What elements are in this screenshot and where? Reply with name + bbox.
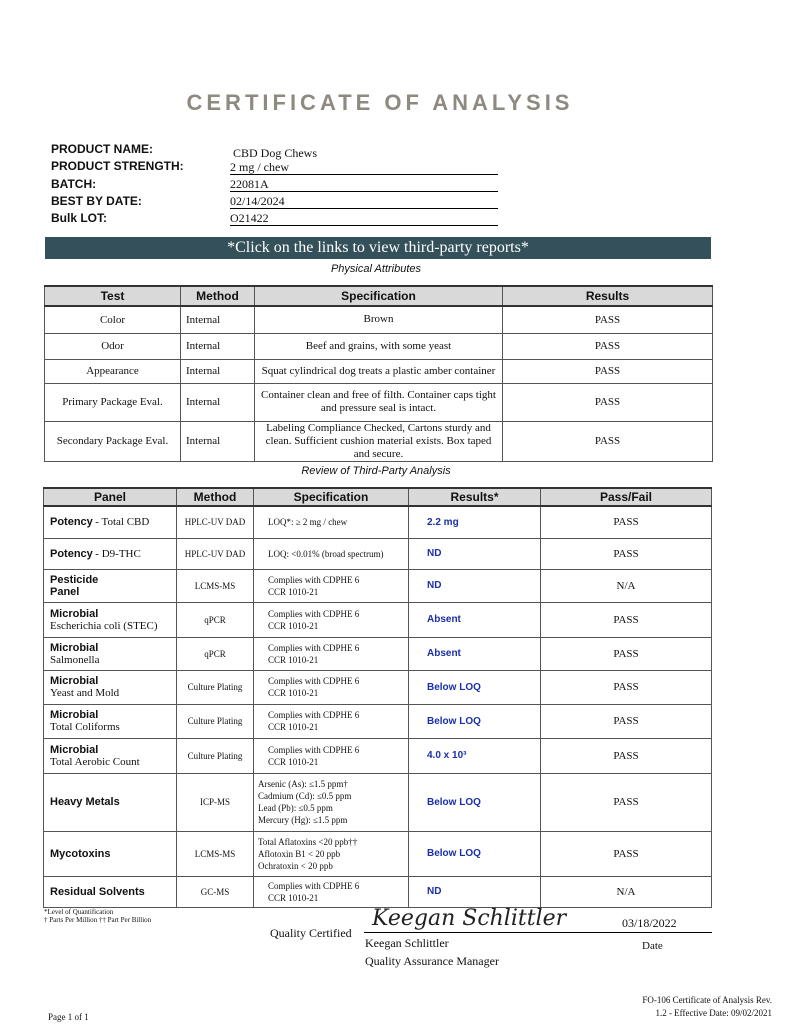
spec-line: Complies with CDPHE 6 — [268, 574, 360, 585]
footnote-loq: *Level of Quantification — [44, 908, 114, 916]
panel-cell — [44, 538, 177, 569]
analysis-row — [44, 704, 712, 738]
pass-fail-cell: N/A — [541, 876, 712, 907]
spec-cell[interactable] — [254, 602, 409, 637]
physical-row — [45, 383, 713, 421]
panel-name: Heavy Metals — [50, 796, 120, 808]
spec-line: Complies with CDPHE 6 — [268, 880, 360, 891]
spec-line: Lead (Pb): ≤0.5 ppm — [258, 803, 333, 813]
panel-name: Microbial — [50, 675, 99, 687]
method-cell: HPLC-UV DAD — [177, 506, 254, 538]
panel-cell — [44, 738, 177, 773]
spec-line: LOQ: <0.01% (broad spectrum) — [268, 548, 384, 559]
test-result: PASS — [503, 383, 713, 421]
spec-line: LOQ*: ≥ 2 mg / chew — [268, 517, 348, 528]
panel-subtype: - Total CBD — [95, 516, 150, 529]
test-method: Internal — [181, 359, 255, 383]
product-name-label: PRODUCT NAME: — [51, 142, 153, 156]
pass-fail-cell: PASS — [541, 670, 712, 704]
physical-row — [45, 333, 713, 359]
spec-cell[interactable] — [254, 738, 409, 773]
analysis-row — [44, 773, 712, 831]
spec-line: CCR 1010-21 — [268, 620, 319, 631]
result-link[interactable]: ND — [409, 569, 541, 602]
thirdparty-table — [43, 487, 712, 908]
method-cell: LCMS-MS — [177, 569, 254, 602]
date-label: Date — [642, 940, 663, 952]
result-link[interactable]: Below LOQ — [409, 831, 541, 876]
signoff-date: 03/18/2022 — [622, 916, 677, 930]
spec-cell[interactable] — [254, 831, 409, 876]
col-pass-fail: Pass/Fail — [541, 488, 712, 506]
product-strength-value: 2 mg / chew — [230, 160, 498, 175]
panel-cell — [44, 602, 177, 637]
thirdparty-caption: Review of Third-Party Analysis — [301, 465, 451, 477]
analysis-row — [44, 831, 712, 876]
method-cell: LCMS-MS — [177, 831, 254, 876]
spec-cell[interactable] — [254, 773, 409, 831]
spec-line: Complies with CDPHE 6 — [268, 676, 360, 686]
method-cell: Culture Plating — [177, 670, 254, 704]
physical-table — [44, 285, 713, 462]
spec-line: CCR 1010-21 — [268, 756, 319, 767]
spec-line: CCR 1010-21 — [268, 586, 319, 597]
panel-subtype: Total Coliforms — [50, 721, 120, 733]
col-results: Results* — [409, 488, 541, 506]
best-by-label: BEST BY DATE: — [51, 194, 142, 208]
test-result: PASS — [503, 306, 713, 333]
result-link[interactable]: Absent — [409, 637, 541, 670]
pass-fail-cell: N/A — [541, 569, 712, 602]
spec-line: CCR 1010-21 — [268, 892, 319, 903]
spec-cell[interactable] — [254, 569, 409, 602]
test-name: Color — [45, 306, 181, 333]
footnote-ppm: † Parts Per Million †† Part Per Billion — [44, 916, 152, 924]
physical-row — [45, 359, 713, 383]
pass-fail-cell: PASS — [541, 773, 712, 831]
product-name-value: CBD Dog Chews — [233, 146, 318, 160]
col-specification: Specification — [255, 286, 503, 306]
panel-cell — [44, 704, 177, 738]
spec-cell[interactable] — [254, 876, 409, 907]
spec-line: CCR 1010-21 — [268, 688, 319, 698]
analysis-row — [44, 637, 712, 670]
quality-certified-label: Quality Certified — [270, 926, 352, 940]
spec-line: CCR 1010-21 — [268, 722, 319, 732]
test-method: Internal — [181, 421, 255, 461]
physical-row — [45, 306, 713, 333]
signer-name: Keegan Schlittler — [365, 936, 449, 950]
panel-cell — [44, 876, 177, 907]
test-spec: Beef and grains, with some yeast — [255, 333, 503, 359]
test-name: Primary Package Eval. — [45, 383, 181, 421]
result-link[interactable]: 4.0 x 10³ — [409, 738, 541, 773]
batch-value: 22081A — [230, 177, 498, 192]
spec-line: Complies with CDPHE 6 — [268, 608, 360, 619]
analysis-row — [44, 506, 712, 538]
spec-cell[interactable] — [254, 670, 409, 704]
result-link[interactable]: Absent — [409, 602, 541, 637]
spec-line: Complies with CDPHE 6 — [268, 642, 360, 653]
test-name: Appearance — [45, 359, 181, 383]
spec-line: Total Aflatoxins <20 ppb†† — [258, 836, 358, 847]
form-revision-line2: 1.2 - Effective Date: 09/02/2021 — [655, 1008, 772, 1018]
analysis-row — [44, 738, 712, 773]
pass-fail-cell: PASS — [541, 506, 712, 538]
panel-subtype: Salmonella — [50, 653, 100, 666]
method-cell: Culture Plating — [177, 738, 254, 773]
analysis-row — [44, 538, 712, 569]
test-result: PASS — [503, 421, 713, 461]
test-spec: Container clean and free of filth. Container caps tight and pressure seal is intact. — [255, 383, 503, 421]
panel-name: Potency — [50, 516, 93, 529]
panel-name: Pesticide — [50, 573, 99, 586]
page-number: Page 1 of 1 — [48, 1012, 89, 1022]
test-method: Internal — [181, 333, 255, 359]
test-method: Internal — [181, 306, 255, 333]
result-link[interactable]: ND — [409, 538, 541, 569]
spec-line: CCR 1010-21 — [268, 654, 319, 665]
result-link[interactable]: Below LOQ — [409, 773, 541, 831]
panel-cell — [44, 670, 177, 704]
spec-cell[interactable] — [254, 506, 409, 538]
test-spec: Labeling Compliance Checked, Cartons sturdy and clean. Sufficient cushion material exists. Box taped and secure. — [255, 421, 503, 461]
panel-cell — [44, 637, 177, 670]
result-link[interactable]: Below LOQ — [409, 670, 541, 704]
panel-name: Microbial — [50, 607, 99, 620]
pass-fail-cell: PASS — [541, 637, 712, 670]
analysis-row — [44, 602, 712, 637]
col-panel: Panel — [44, 488, 177, 506]
panel-subtype: Yeast and Mold — [50, 687, 120, 699]
panel-cell — [44, 831, 177, 876]
panel-name: Potency — [50, 547, 93, 560]
spec-cell[interactable] — [254, 538, 409, 569]
third-party-links-banner[interactable]: *Click on the links to view third-party reports* — [45, 237, 711, 259]
spec-line: Mercury (Hg): ≤1.5 ppm — [258, 815, 348, 825]
panel-name: Mycotoxins — [50, 847, 111, 860]
best-by-value: 02/14/2024 — [230, 194, 498, 209]
result-link[interactable]: ND — [409, 876, 541, 907]
physical-row — [45, 421, 713, 461]
spec-line: Cadmium (Cd): ≤0.5 ppm — [258, 791, 352, 801]
panel-subtype: - D9-THC — [95, 547, 141, 560]
test-name: Secondary Package Eval. — [45, 421, 181, 461]
method-cell: qPCR — [177, 637, 254, 670]
batch-label: BATCH: — [51, 177, 97, 191]
panel-cell — [44, 773, 177, 831]
test-method: Internal — [181, 383, 255, 421]
analysis-row — [44, 670, 712, 704]
test-name: Odor — [45, 333, 181, 359]
test-spec: Brown — [255, 306, 503, 333]
method-cell: ICP-MS — [177, 773, 254, 831]
analysis-row — [44, 876, 712, 907]
col-results: Results — [503, 286, 713, 306]
method-cell: HPLC-UV DAD — [177, 538, 254, 569]
test-result: PASS — [503, 359, 713, 383]
method-cell: Culture Plating — [177, 704, 254, 738]
spec-line: Ochratoxin < 20 ppb — [258, 860, 333, 871]
bulk-lot-value: O21422 — [230, 211, 498, 226]
col-method: Method — [181, 286, 255, 306]
page-title: CERTIFICATE OF ANALYSIS — [186, 90, 574, 115]
col-specification: Specification — [254, 488, 409, 506]
panel-subtype: Panel — [50, 585, 80, 598]
result-link[interactable]: 2.2 mg — [409, 506, 541, 538]
physical-caption: Physical Attributes — [330, 263, 422, 275]
result-link[interactable]: Below LOQ — [409, 704, 541, 738]
panel-subtype: Escherichia coli (STEC) — [50, 619, 158, 632]
pass-fail-cell: PASS — [541, 738, 712, 773]
method-cell: qPCR — [177, 602, 254, 637]
panel-subtype: Total Aerobic Count — [50, 755, 140, 768]
panel-name: Residual Solvents — [50, 885, 145, 898]
spec-line: Complies with CDPHE 6 — [268, 710, 360, 720]
panel-cell — [44, 569, 177, 602]
pass-fail-cell: PASS — [541, 602, 712, 637]
bulk-lot-label: Bulk LOT: — [51, 211, 107, 225]
spec-cell[interactable] — [254, 637, 409, 670]
pass-fail-cell: PASS — [541, 831, 712, 876]
product-strength-label: PRODUCT STRENGTH: — [51, 159, 184, 173]
panel-cell — [44, 506, 177, 538]
pass-fail-cell: PASS — [541, 704, 712, 738]
spec-cell[interactable] — [254, 704, 409, 738]
method-cell: GC-MS — [177, 876, 254, 907]
col-method: Method — [177, 488, 254, 506]
spec-line: Complies with CDPHE 6 — [268, 744, 360, 755]
signature-line — [364, 932, 712, 933]
test-result: PASS — [503, 333, 713, 359]
signature: Keegan Schlittler — [372, 906, 567, 931]
panel-name: Microbial — [50, 709, 99, 721]
pass-fail-cell: PASS — [541, 538, 712, 569]
col-test: Test — [45, 286, 181, 306]
spec-line: Aflotoxin B1 < 20 ppb — [258, 848, 341, 859]
spec-line: Arsenic (As): ≤1.5 ppm† — [258, 779, 348, 789]
test-spec: Squat cylindrical dog treats a plastic amber container — [255, 359, 503, 383]
signer-role: Quality Assurance Manager — [365, 954, 499, 968]
analysis-row — [44, 569, 712, 602]
panel-name: Microbial — [50, 743, 99, 756]
panel-name: Microbial — [50, 641, 99, 654]
form-revision-line1: FO-106 Certificate of Analysis Rev. — [642, 995, 772, 1005]
